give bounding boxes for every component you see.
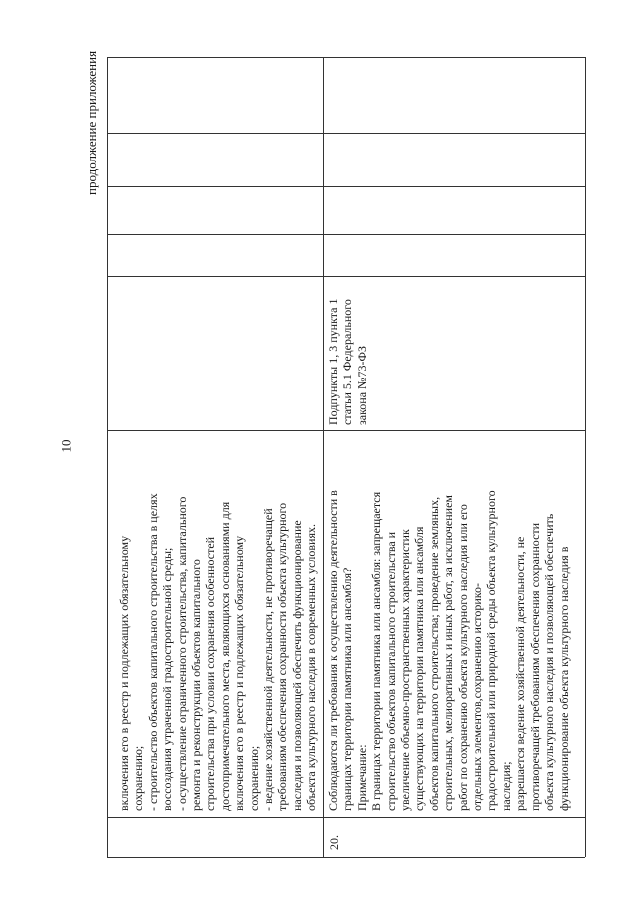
row-20-text: Соблюдаются ли требования к осуществлению деятельности в границах территории памятника или ансамбля? Примечание: В границах территории памятника или ансамбля: запрещается строительство объектов капитального строительства и увеличение объемно-пространственных характеристик существующих на территории памятника или ансамбля объектов капитального строительства; проведение земляных, строительных, мелиоративных и иных работ, за исключением работ по сохранению объекта культурного наследия или его отдельных элементов,сохранению историко- градостроительной или природной среды объекта культурного наследия; разрешается ведение хозяйственной деятельности, не противоречащей требованиям обеспечения сохранности объекта культурного наследия и позволяющей обеспечить функционирование объекта культурного наследия в [326, 490, 571, 811]
row-continuation-text: включения его в реестр и подлежащих обязательному сохранению; - строительство объектов капитального строительства в целях воссоздания утраченной градостроительной среды; - осуществление ограниченного строительства, капитального ремонта и реконструкции объектов капитального строительства при условии сохранения особенностей достопримечательного места, являющихся основаниями для включения его в реестр и подлежащих обязательному сохранению; - ведение хозяйственной деятельности, не противоречащей требованиям обеспечения сохранности объекта культурного наследия и позволяющей обеспечить функционирование объекта культурного наследия в современных условиях. [117, 493, 319, 811]
continuation-label: продолжение приложения [84, 50, 99, 195]
row-20-reference: Подпункты 1, 3 пункта 1 статьи 5.1 Федерального закона №73-ФЗ [326, 298, 369, 425]
page-number: 10 [58, 439, 74, 453]
row-20-number: 20. [327, 835, 341, 850]
